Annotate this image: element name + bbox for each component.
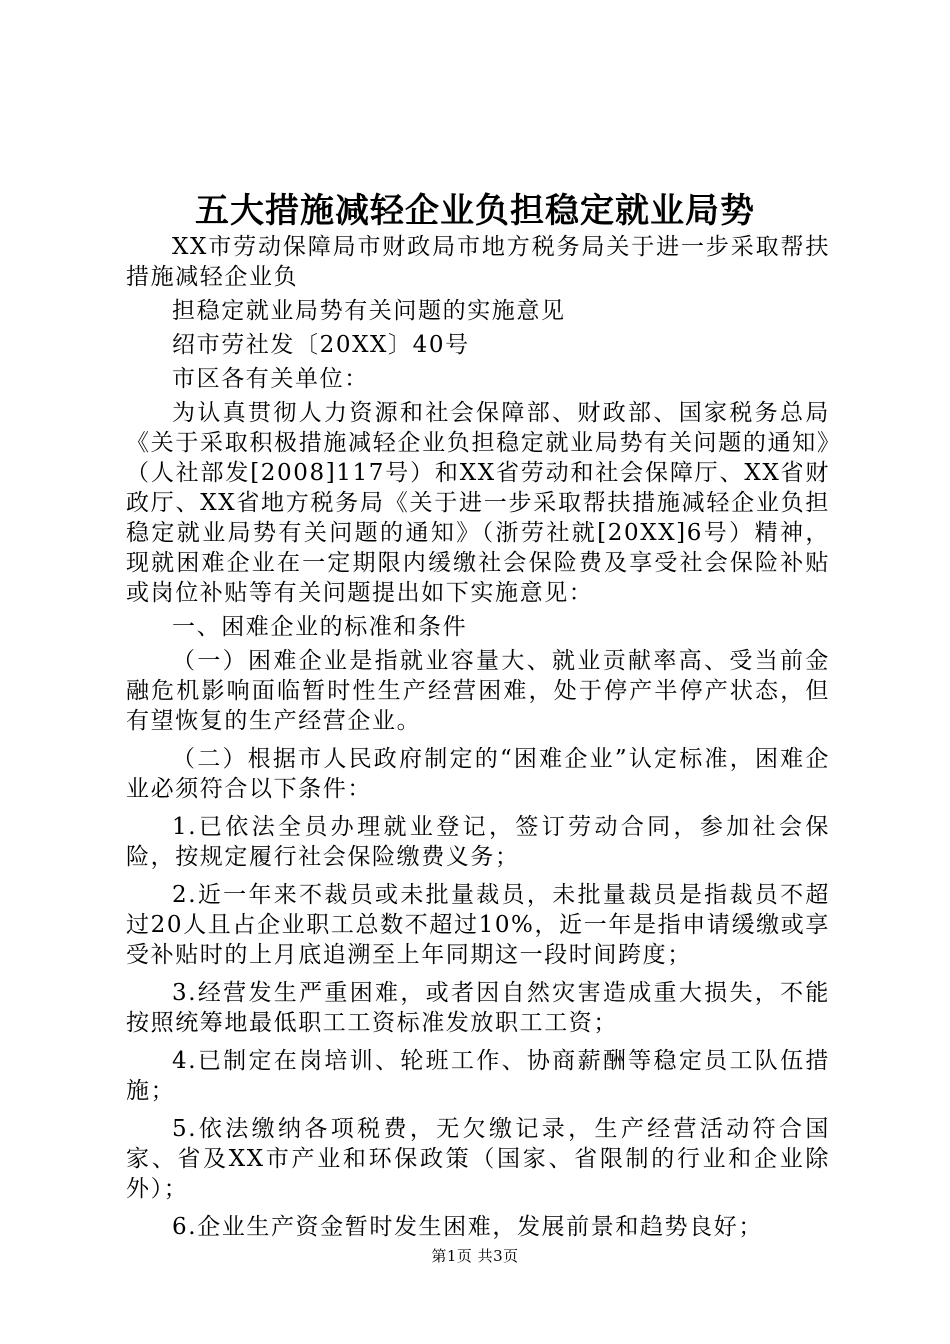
document-title: 五大措施减轻企业负担稳定就业局势	[195, 191, 755, 231]
list-item: 2.近一年来不裁员或未批量裁员，未批量裁员是指裁员不超过20人且占企业职工总数不超过10%，近一年是指申请缓缴或享受补贴时的上月底追溯至上年同期这一段时间跨度；	[126, 882, 830, 968]
list-item: 5.依法缴纳各项税费，无欠缴记录，生产经营活动符合国家、省及XX市产业和环保政策（国家、省限制的行业和企业除外）；	[126, 1116, 830, 1202]
paragraph: 市区各有关单位：	[172, 366, 369, 392]
paragraph: 担稳定就业局势有关问题的实施意见	[172, 298, 566, 324]
document-body	[126, 232, 830, 1242]
section-heading: 一、困难企业的标准和条件	[172, 614, 468, 640]
paragraph: （一）困难企业是指就业容量大、就业贡献率高、受当前金融危机影响面临暂时性生产经营困难，处于停产半停产状态，但有望恢复的生产经营企业。	[126, 648, 830, 734]
list-item: 1.已依法全员办理就业登记，签订劳动合同，参加社会保险，按规定履行社会保险缴费义务；	[126, 814, 830, 870]
list-item: 6.企业生产资金暂时发生困难，发展前景和趋势良好；	[172, 1214, 763, 1240]
paragraph: 为认真贯彻人力资源和社会保障部、财政部、国家税务总局《关于采取积极措施减轻企业负担稳定就业局势有关问题的通知》（人社部发[2008]117号）和XX省劳动和社会保障厅、XX省财政厅、XX省地方税务局《关于进一步采取帮扶措施减轻企业负担稳定就业局势有关问题的通知》（浙劳社就[20XX]6号）精神，现就困难企业在一定期限内缓缴社会保险费及享受社会保险补贴或岗位补贴等有关问题提出如下实施意见：	[126, 400, 830, 606]
list-item: 3.经营发生严重困难，或者因自然灾害造成重大损失，不能按照统筹地最低职工工资标准发放职工工资；	[126, 980, 830, 1036]
page-number-footer: 第1页 共3页	[431, 1247, 519, 1265]
paragraph: XX市劳动保障局市财政局市地方税务局关于进一步采取帮扶措施减轻企业负	[126, 234, 830, 290]
paragraph: 绍市劳社发〔20XX〕40号	[172, 332, 470, 358]
list-item: 4.已制定在岗培训、轮班工作、协商薪酬等稳定员工队伍措施；	[126, 1048, 830, 1104]
paragraph: （二）根据市人民政府制定的“困难企业”认定标准，困难企业必须符合以下条件：	[126, 746, 830, 802]
